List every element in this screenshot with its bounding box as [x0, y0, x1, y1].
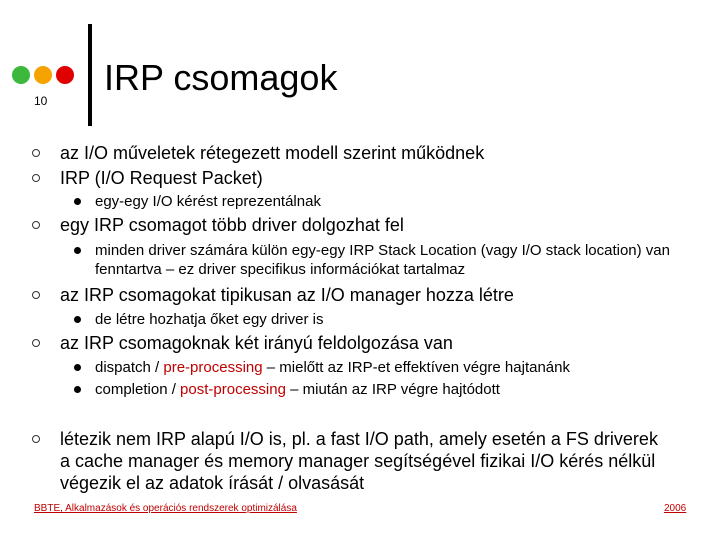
- sub-bullet-item: [74, 358, 694, 377]
- bullet-item: [32, 167, 692, 189]
- sub-bullet-suffix: – mielőtt az IRP-et effektíven végre hajtanánk: [262, 359, 570, 376]
- sub-bullet-text: de létre hozhatja őket egy driver is: [95, 311, 324, 328]
- sub-bullet-item: [74, 241, 694, 279]
- footer-course-link[interactable]: BBTE, Alkalmazások és operációs rendszerek optimizálása: [34, 503, 297, 514]
- bullet-text: az IRP csomagoknak két irányú feldolgozása van: [60, 333, 453, 353]
- sub-bullet-text: minden driver számára külön egy-egy IRP Stack Location (vagy I/O stack location) van fenntartva – ez driver specifikus információkat tartalmaz: [95, 242, 670, 278]
- bullet-text: létezik nem IRP alapú I/O is, pl. a fast I/O path, amely esetén a FS driverek a cache manager és memory manager segítségével fizikai I/O kérés nélkül végezik el az adatok írását / olvasását: [60, 429, 658, 493]
- bullet-item: [32, 284, 692, 306]
- sub-bullet-item: [74, 380, 694, 399]
- filled-bullet-icon: [74, 198, 81, 205]
- highlighted-term: post-processing: [180, 381, 286, 398]
- title-divider: [88, 24, 92, 126]
- decorative-dots: [12, 66, 74, 84]
- bullet-text: az I/O műveletek rétegezett modell szerint működnek: [60, 143, 485, 163]
- slide-number: 10: [34, 94, 48, 108]
- filled-bullet-icon: [74, 247, 81, 254]
- filled-bullet-icon: [74, 386, 81, 393]
- sub-bullet-prefix: dispatch /: [95, 359, 164, 376]
- slide-title: IRP csomagok: [104, 57, 338, 98]
- bullet-item: [32, 332, 692, 354]
- hollow-bullet-icon: [32, 435, 40, 443]
- bullet-item: [32, 214, 692, 236]
- hollow-bullet-icon: [32, 149, 40, 157]
- hollow-bullet-icon: [32, 291, 40, 299]
- green-dot-icon: [12, 66, 30, 84]
- bullet-text: egy IRP csomagot több driver dolgozhat fel: [60, 215, 404, 235]
- highlighted-term: pre-processing: [163, 359, 263, 376]
- orange-dot-icon: [34, 66, 52, 84]
- filled-bullet-icon: [74, 316, 81, 323]
- sub-bullet-item: [74, 310, 694, 329]
- filled-bullet-icon: [74, 364, 81, 371]
- sub-bullet-suffix: – miután az IRP végre hajtódott: [285, 381, 500, 398]
- bullet-item: [32, 428, 672, 494]
- sub-bullet-text: [95, 380, 500, 399]
- hollow-bullet-icon: [32, 339, 40, 347]
- footer-year[interactable]: 2006: [664, 503, 687, 514]
- bullet-text: IRP (I/O Request Packet): [60, 168, 263, 188]
- sub-bullet-item: [74, 192, 694, 211]
- hollow-bullet-icon: [32, 221, 40, 229]
- sub-bullet-text: egy-egy I/O kérést reprezentálnak: [95, 193, 321, 210]
- bullet-text: az IRP csomagokat tipikusan az I/O manager hozza létre: [60, 285, 514, 305]
- sub-bullet-prefix: completion /: [95, 381, 181, 398]
- hollow-bullet-icon: [32, 174, 40, 182]
- red-dot-icon: [56, 66, 74, 84]
- sub-bullet-text: [95, 358, 570, 377]
- bullet-item: [32, 142, 692, 164]
